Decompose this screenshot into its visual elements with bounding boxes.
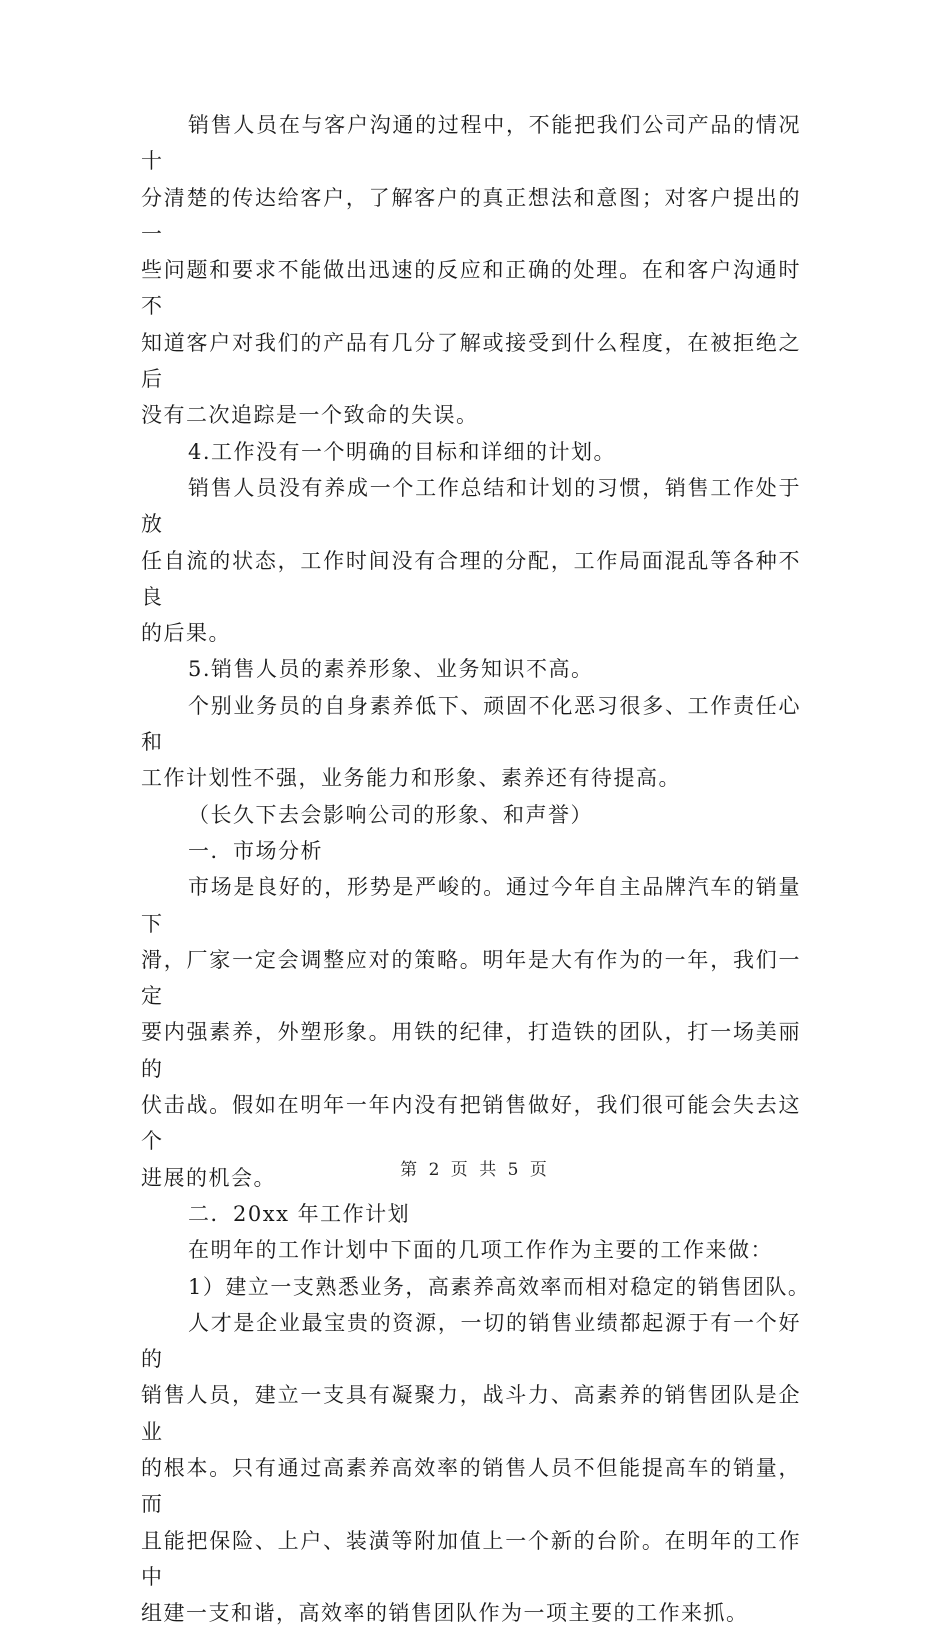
text-line: 任自流的状态，工作时间没有合理的分配，工作局面混乱等各种不良 (141, 548, 801, 609)
text-line: 1）建立一支熟悉业务，高素养高效率而相对稳定的销售团队。 (188, 1274, 811, 1299)
text-line: 市场是良好的，形势是严峻的。通过今年自主品牌汽车的销量下 (141, 875, 801, 936)
text-line: 的后果。 (141, 621, 231, 646)
text-line: 知道客户对我们的产品有几分了解或接受到什么程度，在被拒绝之后 (141, 330, 801, 392)
text-line: 二．20xx 年工作计划 (188, 1201, 411, 1226)
text-line: 5.销售人员的素养形象、业务知识不高。 (188, 657, 594, 682)
text-line: 在明年的工作计划中下面的几项工作作为主要的工作来做： (188, 1238, 773, 1263)
text-line: 且能把保险、上户、装潢等附加值上一个新的台阶。在明年的工作中 (141, 1528, 801, 1589)
text-line: 组建一支和谐，高效率的销售团队作为一项主要的工作来抓。 (141, 1601, 749, 1626)
text-line: （长久下去会影响公司的形象、和声誉） (188, 802, 593, 827)
document-body (141, 107, 811, 1631)
text-line: 进展的机会。 (141, 1165, 276, 1190)
text-line: 一．市场分析 (188, 838, 323, 863)
heading-point-5 (141, 651, 801, 687)
paragraph-team-building (141, 1305, 801, 1631)
paragraph-communication-issues (141, 107, 801, 434)
paragraph-staff-quality (141, 688, 801, 797)
paragraph-market-analysis (141, 869, 801, 1196)
text-line: 销售人员，建立一支具有凝聚力，战斗力、高素养的销售团队是企业 (141, 1383, 801, 1444)
text-line: 伏击战。假如在明年一年内没有把销售做好，我们很可能会失去这个 (141, 1093, 801, 1154)
paragraph-plan-intro (141, 1232, 801, 1268)
heading-plan-item-1 (141, 1269, 811, 1305)
text-line: 人才是企业最宝贵的资源，一切的销售业绩都起源于有一个好的 (141, 1310, 801, 1372)
text-line: 销售人员没有养成一个工作总结和计划的习惯，销售工作处于放 (141, 475, 801, 537)
text-line: 要内强素养，外塑形象。用铁的纪律，打造铁的团队，打一场美丽的 (141, 1020, 801, 1081)
text-line: 4.工作没有一个明确的目标和详细的计划。 (188, 439, 617, 464)
text-line: 个别业务员的自身素养低下、顽固不化恶习很多、工作责任心和 (141, 693, 801, 755)
text-line: 滑，厂家一定会调整应对的策略。明年是大有作为的一年，我们一定 (141, 947, 801, 1009)
page-number-footer: 第 2 页 共 5 页 (400, 1160, 550, 1180)
text-line: 没有二次追踪是一个致命的失误。 (141, 403, 479, 428)
heading-point-4 (141, 434, 801, 470)
text-line: 些问题和要求不能做出迅速的反应和正确的处理。在和客户沟通时不 (141, 258, 801, 319)
text-line: 工作计划性不强，业务能力和形象、素养还有待提高。 (141, 766, 681, 791)
text-line: 分清楚的传达给客户，了解客户的真正想法和意图；对客户提出的一 (141, 185, 801, 246)
text-line: 销售人员在与客户沟通的过程中，不能把我们公司产品的情况十 (141, 113, 801, 174)
paragraph-no-planning-habit (141, 470, 801, 651)
heading-market-analysis (141, 833, 801, 869)
heading-work-plan (141, 1196, 801, 1232)
text-line: 的根本。只有通过高素养高效率的销售人员不但能提高车的销量，而 (141, 1455, 801, 1517)
note-reputation (141, 797, 801, 833)
